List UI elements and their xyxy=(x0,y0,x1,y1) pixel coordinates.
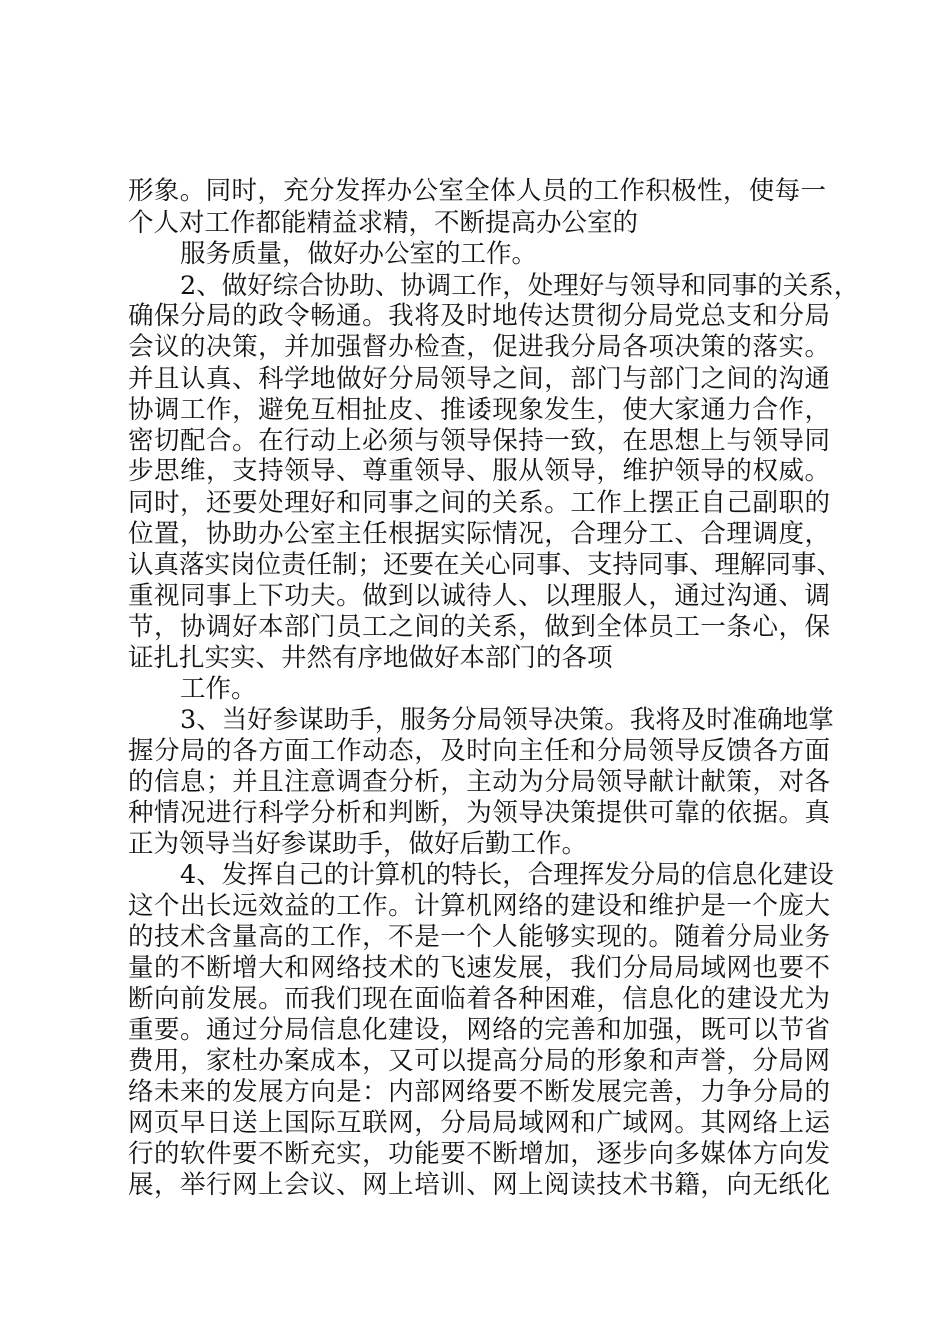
text-line: 展，举行网上会议、网上培训、网上阅读技术书籍，向无纸化 xyxy=(128,1170,830,1200)
text-line: 这个出长远效益的工作。计算机网络的建设和维护是一个庞大 xyxy=(128,891,830,921)
text-line: 并且认真、科学地做好分局领导之间，部门与部门之间的沟通 xyxy=(128,364,830,394)
text-line: 握分局的各方面工作动态，及时向主任和分局领导反馈各方面 xyxy=(128,736,830,766)
text-line: 络未来的发展方向是：内部网络要不断发展完善，力争分局的 xyxy=(128,1077,830,1107)
text-line: 重要。通过分局信息化建设，网络的完善和加强，既可以节省 xyxy=(128,1015,830,1045)
text-line: 2、做好综合协助、协调工作，处理好与领导和同事的关系， xyxy=(180,271,860,301)
text-line: 步思维，支持领导、尊重领导、服从领导，维护领导的权威。 xyxy=(128,456,830,486)
text-line: 行的软件要不断充实，功能要不断增加，逐步向多媒体方向发 xyxy=(128,1139,830,1169)
text-line: 工作。 xyxy=(180,674,257,704)
text-line: 费用，家杜办案成本，又可以提高分局的形象和声誉，分局网 xyxy=(128,1046,830,1076)
text-line: 位置，协助办公室主任根据实际情况，合理分工、合理调度， xyxy=(128,519,830,549)
text-line: 形象。同时，充分发挥办公室全体人员的工作积极性，使每一 xyxy=(128,176,826,206)
text-line: 认真落实岗位责任制；还要在关心同事、支持同事、理解同事、 xyxy=(128,550,843,580)
text-line: 确保分局的政令畅通。我将及时地传达贯彻分局党总支和分局 xyxy=(128,301,830,331)
text-line: 种情况进行科学分析和判断，为领导决策提供可靠的依据。真 xyxy=(128,798,830,828)
text-line: 节，协调好本部门员工之间的关系，做到全体员工一条心，保 xyxy=(128,612,830,642)
text-line: 断向前发展。而我们现在面临着各种困难，信息化的建设尤为 xyxy=(128,984,830,1014)
text-line: 会议的决策，并加强督办检查，促进我分局各项决策的落实。 xyxy=(128,332,830,362)
text-line: 个人对工作都能精益求精，不断提高办公室的 xyxy=(128,208,639,238)
text-line: 4、发挥自己的计算机的特长，合理挥发分局的信息化建设 xyxy=(180,860,834,890)
text-line: 3、当好参谋助手，服务分局领导决策。我将及时准确地掌 xyxy=(180,705,834,735)
text-line: 量的不断增大和网络技术的飞速发展，我们分局局域网也要不 xyxy=(128,953,830,983)
text-line: 密切配合。在行动上必须与领导保持一致，在思想上与领导同 xyxy=(128,426,830,456)
text-line: 证扎扎实实、井然有序地做好本部门的各项 xyxy=(128,643,613,673)
text-line: 网页早日送上国际互联网，分局局域网和广域网。其网络上运 xyxy=(128,1108,830,1138)
text-line: 协调工作，避免互相扯皮、推诿现象发生，使大家通力合作， xyxy=(128,395,830,425)
text-line: 的信息；并且注意调查分析，主动为分局领导献计献策，对各 xyxy=(128,767,830,797)
text-line: 重视同事上下功夫。做到以诚待人、以理服人，通过沟通、调 xyxy=(128,581,830,611)
text-line: 同时，还要处理好和同事之间的关系。工作上摆正自己副职的 xyxy=(128,488,830,518)
text-line: 正为领导当好参谋助手，做好后勤工作。 xyxy=(128,829,588,859)
text-line: 服务质量，做好办公室的工作。 xyxy=(180,239,538,269)
text-line: 的技术含量高的工作，不是一个人能够实现的。随着分局业务 xyxy=(128,922,830,952)
